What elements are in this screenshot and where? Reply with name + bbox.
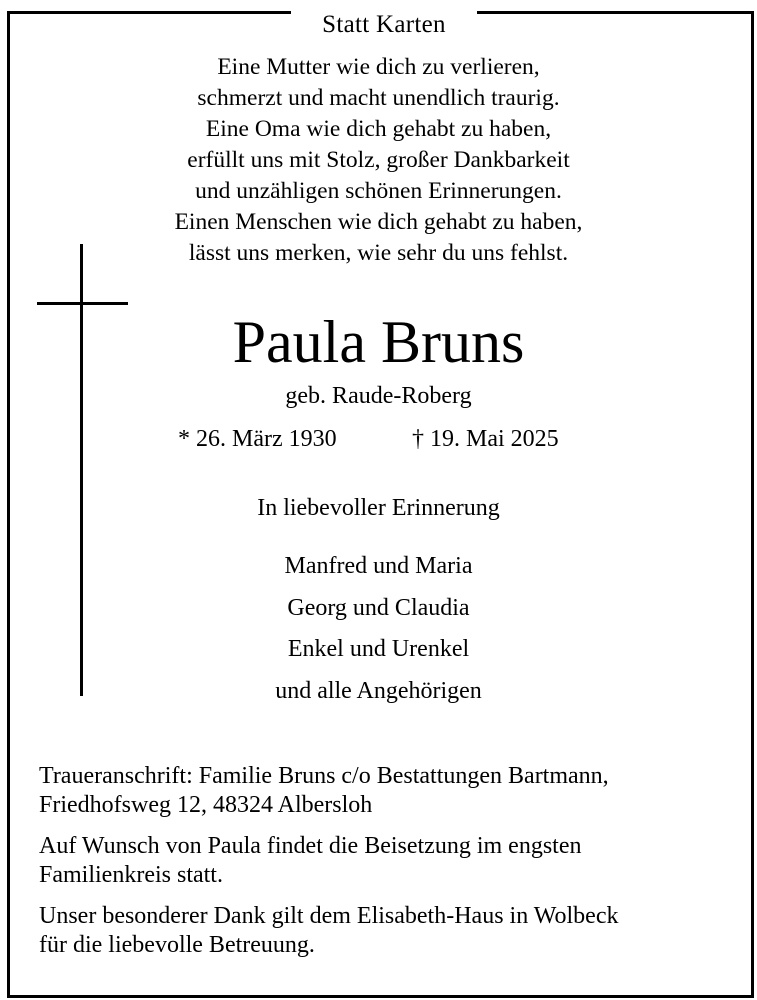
funeral-line: Auf Wunsch von Paula findet die Beisetzung im engsten (39, 833, 582, 859)
address-line: Traueranschrift: Familie Bruns c/o Bestattungen Bartmann, (39, 763, 609, 789)
poem-line: schmerzt und macht unendlich traurig. (197, 85, 560, 111)
death-date: † 19. Mai 2025 (412, 426, 559, 452)
funeral-line: Familienkreis statt. (39, 862, 223, 888)
birth-date: * 26. März 1930 (178, 426, 337, 452)
mourner-entry: Enkel und Urenkel (287, 636, 470, 662)
footer (39, 762, 729, 972)
memory-line: In liebevoller Erinnerung (257, 495, 500, 521)
cross-bar (37, 302, 128, 305)
mourner-entry: Georg und Claudia (287, 594, 470, 621)
thanks-note (39, 902, 729, 960)
poem-line: Eine Oma wie dich gehabt zu haben, (205, 116, 552, 142)
header-label: Statt Karten (291, 10, 477, 40)
mourners-list (0, 546, 757, 712)
deceased-name: Paula Bruns (232, 309, 525, 375)
thanks-line: für die liebevolle Betreuung. (39, 932, 315, 958)
address-line: Friedhofsweg 12, 48324 Albersloh (39, 792, 373, 818)
funeral-note (39, 832, 729, 890)
poem-line: Eine Mutter wie dich zu verlieren, (217, 54, 540, 80)
poem-line: und unzähligen schönen Erinnerungen. (195, 178, 562, 204)
maiden-name: geb. Raude-Roberg (285, 383, 472, 409)
poem-line: Einen Menschen wie dich gehabt zu haben, (174, 209, 583, 235)
mourning-address (39, 762, 729, 820)
poem-line: erfüllt uns mit Stolz, großer Dankbarkeit (187, 147, 570, 173)
mourner-entry: und alle Angehörigen (275, 677, 482, 704)
mourner-entry: Manfred und Maria (284, 553, 473, 579)
poem (0, 52, 757, 269)
thanks-line: Unser besonderer Dank gilt dem Elisabeth-Haus in Wolbeck (39, 903, 619, 929)
poem-line: lässt uns merken, wie sehr du uns fehlst. (188, 240, 569, 266)
